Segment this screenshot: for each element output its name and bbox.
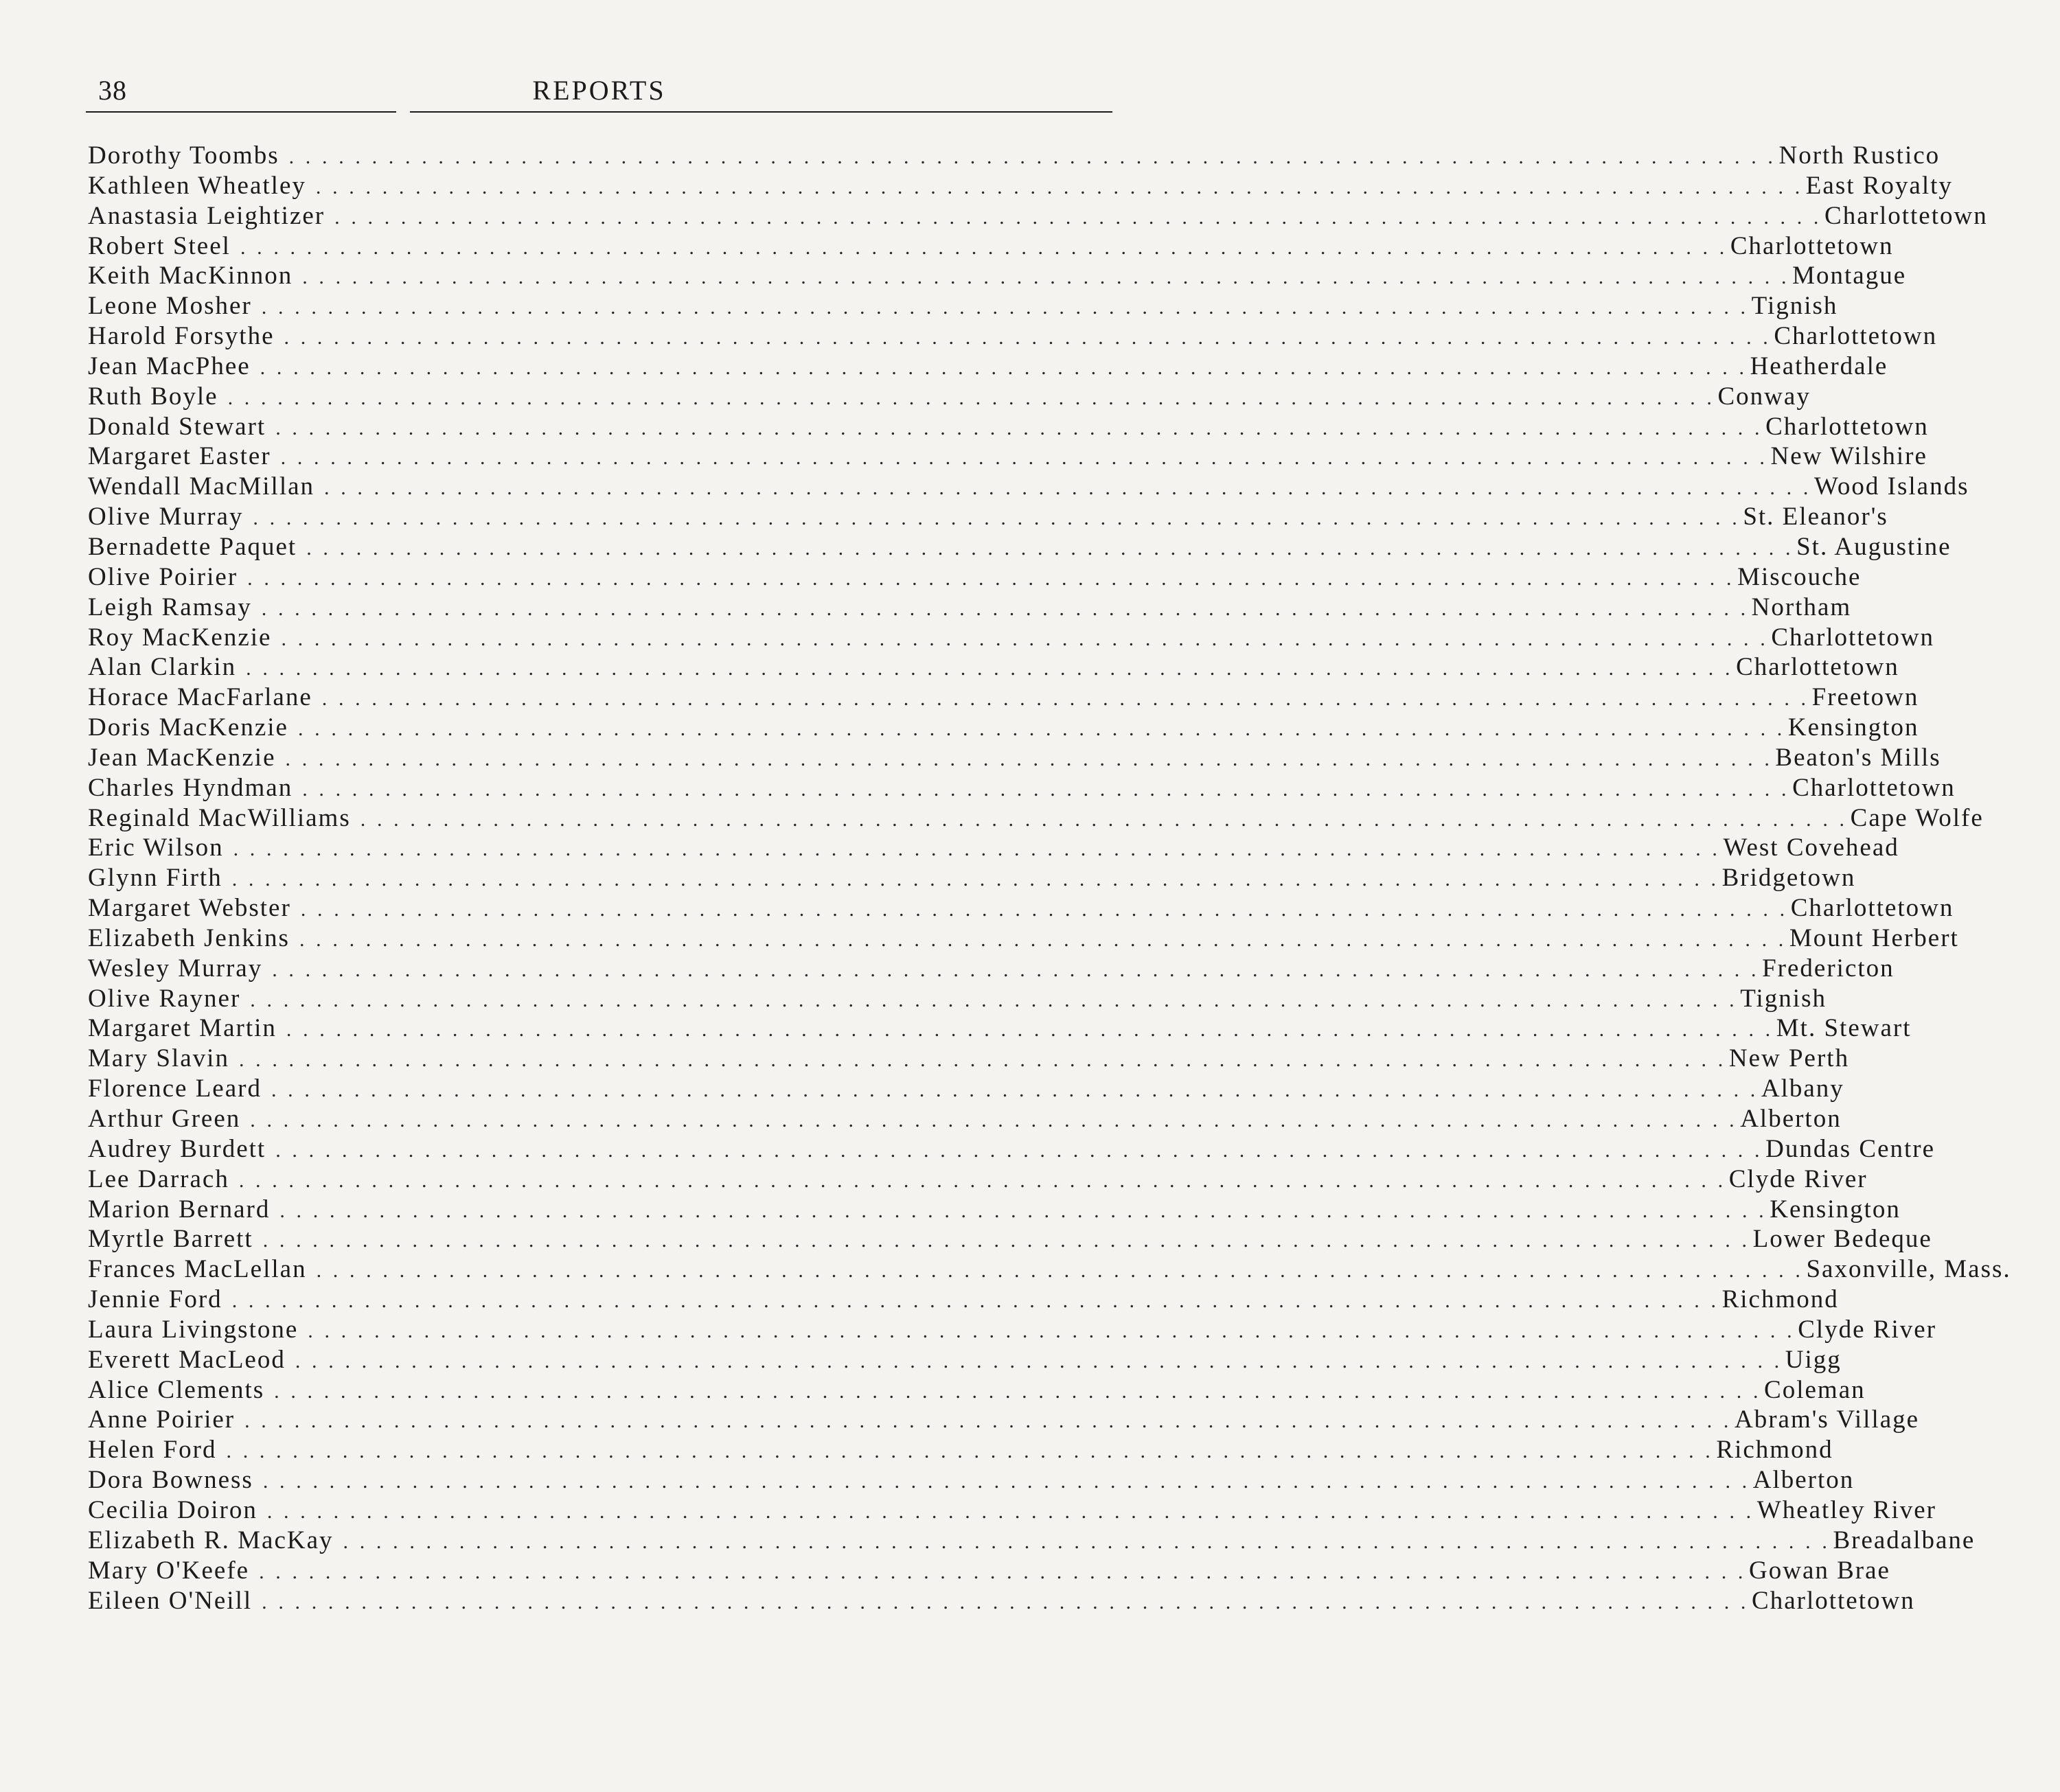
list-item: [88, 1495, 1936, 1526]
dot-leader: . . . . . . . . . . . . . . . . . . . . . . . . . . . . . . . . . . . . . . . . . . . . . . . . . . . . . . . . . . . . . . . . . . . . . . . . . . . . . . . . . . . . . . . . . .: [226, 1440, 1714, 1463]
list-item: [88, 1465, 1855, 1495]
header-rule-left: [86, 111, 396, 113]
place-name: Breadalbane: [1833, 1526, 1976, 1554]
list-item: [88, 1044, 1850, 1074]
list-item: [88, 1435, 1833, 1465]
place-name: Tignish: [1751, 292, 1838, 321]
place-name: Albany: [1761, 1075, 1844, 1103]
list-item: [88, 593, 1852, 623]
list-item: [88, 1375, 1866, 1405]
person-name: Eileen O'Neill: [88, 1586, 253, 1615]
person-name: Jennie Ford: [88, 1285, 222, 1314]
place-name: Tignish: [1740, 984, 1827, 1013]
dot-leader: . . . . . . . . . . . . . . . . . . . . . . . . . . . . . . . . . . . . . . . . . . . . . . . . . . . . . . . . . . . . . . . . . . . . . . . . . . . . . . . . . . . . . . . . . .: [343, 1530, 1831, 1553]
place-name: St. Eleanor's: [1743, 503, 1888, 531]
page-number: 38: [98, 75, 127, 106]
list-item: [88, 1134, 1936, 1164]
list-item: [88, 1224, 1932, 1254]
place-name: Kensington: [1787, 713, 1919, 742]
dot-leader: . . . . . . . . . . . . . . . . . . . . . . . . . . . . . . . . . . . . . . . . . . . . . . . . . . . . . . . . . . . . . . . . . . . . . . . . . . . . . . . . . . . . . . . . . .: [316, 1259, 1804, 1283]
place-name: West Covehead: [1723, 834, 1899, 862]
place-name: Alberton: [1740, 1105, 1842, 1133]
person-name: Audrey Burdett: [88, 1134, 266, 1163]
dot-leader: . . . . . . . . . . . . . . . . . . . . . . . . . . . . . . . . . . . . . . . . . . . . . . . . . . . . . . . . . . . . . . . . . . . . . . . . . . . . . . . . . . . . . . . . . .: [266, 1500, 1754, 1523]
dot-leader: . . . . . . . . . . . . . . . . . . . . . . . . . . . . . . . . . . . . . . . . . . . . . . . . . . . . . . . . . . . . . . . . . . . . . . . . . . . . . . . . . . . . . . . . . .: [306, 536, 1794, 560]
person-name: Lee Darrach: [88, 1164, 229, 1193]
person-name: Laura Livingstone: [88, 1315, 299, 1344]
person-name: Roy MacKenzie: [88, 623, 272, 652]
list-item: [88, 743, 1941, 773]
page-header: [86, 74, 1112, 115]
dot-leader: . . . . . . . . . . . . . . . . . . . . . . . . . . . . . . . . . . . . . . . . . . . . . . . . . . . . . . . . . . . . . . . . . . . . . . . . . . . . . . . . . . . . . . . . . .: [260, 356, 1748, 379]
person-name: Margaret Martin: [88, 1014, 277, 1043]
list-item: [88, 803, 1984, 834]
person-name: Glynn Firth: [88, 864, 222, 893]
place-name: Richmond: [1721, 1285, 1839, 1314]
list-item: [88, 1586, 1915, 1616]
person-name: Olive Poirier: [88, 562, 238, 591]
dot-leader: . . . . . . . . . . . . . . . . . . . . . . . . . . . . . . . . . . . . . . . . . . . . . . . . . . . . . . . . . . . . . . . . . . . . . . . . . . . . . . . . . . . . . . . . . .: [238, 1169, 1726, 1192]
list-item: [88, 1345, 1842, 1375]
dot-leader: . . . . . . . . . . . . . . . . . . . . . . . . . . . . . . . . . . . . . . . . . . . . . . . . . . . . . . . . . . . . . . . . . . . . . . . . . . . . . . . . . . . . . . . . . .: [262, 1229, 1750, 1252]
person-name: Helen Ford: [88, 1436, 217, 1464]
person-name: Elizabeth Jenkins: [88, 923, 290, 952]
place-name: Beaton's Mills: [1775, 743, 1941, 772]
person-name: Wesley Murray: [88, 954, 263, 983]
place-name: Clyde River: [1798, 1315, 1937, 1344]
place-name: Charlottetown: [1792, 773, 1956, 802]
list-item: [88, 1164, 1868, 1195]
dot-leader: . . . . . . . . . . . . . . . . . . . . . . . . . . . . . . . . . . . . . . . . . . . . . . . . . . . . . . . . . . . . . . . . . . . . . . . . . . . . . . . . . . . . . . . . . .: [295, 1349, 1783, 1372]
place-name: Charlottetown: [1752, 1586, 1915, 1615]
dot-leader: . . . . . . . . . . . . . . . . . . . . . . . . . . . . . . . . . . . . . . . . . . . . . . . . . . . . . . . . . . . . . . . . . . . . . . . . . . . . . . . . . . . . . . . . . .: [233, 838, 1721, 861]
person-name: Charles Hyndman: [88, 773, 293, 802]
dot-leader: . . . . . . . . . . . . . . . . . . . . . . . . . . . . . . . . . . . . . . . . . . . . . . . . . . . . . . . . . . . . . . . . . . . . . . . . . . . . . . . . . . . . . . . . . .: [247, 566, 1735, 590]
list-item: [88, 623, 1935, 653]
dot-leader: . . . . . . . . . . . . . . . . . . . . . . . . . . . . . . . . . . . . . . . . . . . . . . . . . . . . . . . . . . . . . . . . . . . . . . . . . . . . . . . . . . . . . . . . . .: [279, 1199, 1767, 1222]
list-item: [88, 412, 1929, 442]
person-name: Horace MacFarlane: [88, 683, 312, 712]
person-name: Anastasia Leightizer: [88, 201, 325, 230]
place-name: Lower Bedeque: [1752, 1225, 1932, 1254]
dot-leader: . . . . . . . . . . . . . . . . . . . . . . . . . . . . . . . . . . . . . . . . . . . . . . . . . . . . . . . . . . . . . . . . . . . . . . . . . . . . . . . . . . . . . . . . . .: [280, 446, 1768, 470]
dot-leader: . . . . . . . . . . . . . . . . . . . . . . . . . . . . . . . . . . . . . . . . . . . . . . . . . . . . . . . . . . . . . . . . . . . . . . . . . . . . . . . . . . . . . . . . . .: [302, 777, 1790, 801]
person-name: Florence Leard: [88, 1075, 262, 1103]
list-item: [88, 954, 1895, 984]
person-name: Frances MacLellan: [88, 1255, 307, 1284]
place-name: Wood Islands: [1813, 472, 1969, 501]
list-item: [88, 352, 1888, 382]
list-item: [88, 261, 1907, 291]
place-name: Richmond: [1716, 1436, 1833, 1464]
person-name: Wendall MacMillan: [88, 472, 315, 501]
list-item: [88, 1285, 1839, 1315]
dot-leader: . . . . . . . . . . . . . . . . . . . . . . . . . . . . . . . . . . . . . . . . . . . . . . . . . . . . . . . . . . . . . . . . . . . . . . . . . . . . . . . . . . . . . . . . . .: [281, 627, 1769, 650]
person-name: Cecilia Doiron: [88, 1495, 258, 1524]
list-item: [88, 1254, 2011, 1285]
person-name: Dorothy Toombs: [88, 141, 279, 170]
place-name: Charlottetown: [1765, 412, 1929, 441]
place-name: Miscouche: [1737, 562, 1862, 591]
person-name: Arthur Green: [88, 1105, 241, 1133]
person-name: Ruth Boyle: [88, 382, 218, 411]
dot-leader: . . . . . . . . . . . . . . . . . . . . . . . . . . . . . . . . . . . . . . . . . . . . . . . . . . . . . . . . . . . . . . . . . . . . . . . . . . . . . . . . . . . . . . . . . .: [284, 326, 1772, 349]
place-name: Saxonville, Mass.: [1806, 1255, 2011, 1284]
dot-leader: . . . . . . . . . . . . . . . . . . . . . . . . . . . . . . . . . . . . . . . . . . . . . . . . . . . . . . . . . . . . . . . . . . . . . . . . . . . . . . . . . . . . . . . . . .: [271, 1079, 1759, 1102]
place-name: Charlottetown: [1730, 231, 1894, 260]
place-name: Gowan Brae: [1749, 1556, 1890, 1585]
list-item: [88, 713, 1919, 743]
dot-leader: . . . . . . . . . . . . . . . . . . . . . . . . . . . . . . . . . . . . . . . . . . . . . . . . . . . . . . . . . . . . . . . . . . . . . . . . . . . . . . . . . . . . . . . . . .: [297, 717, 1785, 741]
list-item: [88, 231, 1894, 262]
dot-leader: . . . . . . . . . . . . . . . . . . . . . . . . . . . . . . . . . . . . . . . . . . . . . . . . . . . . . . . . . . . . . . . . . . . . . . . . . . . . . . . . . . . . . . . . . .: [299, 928, 1787, 951]
person-name: Robert Steel: [88, 231, 231, 260]
person-name: Everett MacLeod: [88, 1345, 286, 1374]
list-item: [88, 321, 1938, 352]
dot-leader: . . . . . . . . . . . . . . . . . . . . . . . . . . . . . . . . . . . . . . . . . . . . . . . . . . . . . . . . . . . . . . . . . . . . . . . . . . . . . . . . . . . . . . . . . .: [253, 507, 1741, 530]
dot-leader: . . . . . . . . . . . . . . . . . . . . . . . . . . . . . . . . . . . . . . . . . . . . . . . . . . . . . . . . . . . . . . . . . . . . . . . . . . . . . . . . . . . . . . . . . .: [272, 958, 1760, 981]
dot-leader: . . . . . . . . . . . . . . . . . . . . . . . . . . . . . . . . . . . . . . . . . . . . . . . . . . . . . . . . . . . . . . . . . . . . . . . . . . . . . . . . . . . . . . . . . .: [262, 1470, 1750, 1493]
place-name: Charlottetown: [1824, 201, 1988, 230]
person-name: Keith MacKinnon: [88, 262, 293, 290]
place-name: East Royalty: [1805, 171, 1953, 200]
list-item: [88, 773, 1956, 803]
list-item: [88, 893, 1954, 923]
dot-leader: . . . . . . . . . . . . . . . . . . . . . . . . . . . . . . . . . . . . . . . . . . . . . . . . . . . . . . . . . . . . . . . . . . . . . . . . . . . . . . . . . . . . . . . . . .: [360, 807, 1848, 831]
dot-leader: . . . . . . . . . . . . . . . . . . . . . . . . . . . . . . . . . . . . . . . . . . . . . . . . . . . . . . . . . . . . . . . . . . . . . . . . . . . . . . . . . . . . . . . . . .: [321, 687, 1809, 711]
place-name: Coleman: [1764, 1375, 1866, 1404]
list-item: [88, 652, 1899, 682]
person-name: Mary O'Keefe: [88, 1556, 250, 1585]
person-name: Olive Rayner: [88, 984, 241, 1013]
list-item: [88, 472, 1969, 502]
list-item: [88, 201, 1988, 231]
person-name: Margaret Webster: [88, 894, 291, 923]
list-item: [88, 291, 1838, 321]
place-name: North Rustico: [1778, 141, 1941, 170]
person-name: Harold Forsythe: [88, 322, 275, 351]
place-name: Cape Wolfe: [1850, 803, 1984, 832]
person-name: Anne Poirier: [88, 1405, 236, 1434]
dot-leader: . . . . . . . . . . . . . . . . . . . . . . . . . . . . . . . . . . . . . . . . . . . . . . . . . . . . . . . . . . . . . . . . . . . . . . . . . . . . . . . . . . . . . . . . . .: [227, 386, 1715, 409]
place-name: New Perth: [1728, 1044, 1850, 1073]
person-name: Donald Stewart: [88, 412, 266, 441]
place-name: New Wilshire: [1770, 442, 1927, 471]
dot-leader: . . . . . . . . . . . . . . . . . . . . . . . . . . . . . . . . . . . . . . . . . . . . . . . . . . . . . . . . . . . . . . . . . . . . . . . . . . . . . . . . . . . . . . . . . .: [261, 296, 1749, 319]
person-name: Marion Bernard: [88, 1195, 271, 1224]
person-name: Elizabeth R. MacKay: [88, 1526, 334, 1554]
person-name: Myrtle Barrett: [88, 1225, 253, 1254]
list-item: [88, 502, 1888, 532]
dot-leader: . . . . . . . . . . . . . . . . . . . . . . . . . . . . . . . . . . . . . . . . . . . . . . . . . . . . . . . . . . . . . . . . . . . . . . . . . . . . . . . . . . . . . . . . . .: [308, 1319, 1796, 1342]
person-name: Jean MacKenzie: [88, 743, 276, 772]
list-item: [88, 382, 1811, 412]
dot-leader: . . . . . . . . . . . . . . . . . . . . . . . . . . . . . . . . . . . . . . . . . . . . . . . . . . . . . . . . . . . . . . . . . . . . . . . . . . . . . . . . . . . . . . . . . .: [246, 657, 1734, 680]
person-name: Bernadette Paquet: [88, 532, 297, 561]
dot-leader: . . . . . . . . . . . . . . . . . . . . . . . . . . . . . . . . . . . . . . . . . . . . . . . . . . . . . . . . . . . . . . . . . . . . . . . . . . . . . . . . . . . . . . . . . .: [262, 1590, 1750, 1613]
place-name: Uigg: [1785, 1345, 1842, 1374]
list-item: [88, 562, 1862, 593]
list-item: [88, 1405, 1920, 1435]
dot-leader: . . . . . . . . . . . . . . . . . . . . . . . . . . . . . . . . . . . . . . . . . . . . . . . . . . . . . . . . . . . . . . . . . . . . . . . . . . . . . . . . . . . . . . . . . .: [238, 1048, 1726, 1072]
dot-leader: . . . . . . . . . . . . . . . . . . . . . . . . . . . . . . . . . . . . . . . . . . . . . . . . . . . . . . . . . . . . . . . . . . . . . . . . . . . . . . . . . . . . . . . . . .: [274, 1379, 1762, 1403]
list-item: [88, 984, 1827, 1014]
list-item: [88, 1556, 1890, 1586]
list-item: [88, 1315, 1937, 1345]
person-name: Alan Clarkin: [88, 653, 237, 682]
list-item: [88, 141, 1941, 171]
dot-leader: . . . . . . . . . . . . . . . . . . . . . . . . . . . . . . . . . . . . . . . . . . . . . . . . . . . . . . . . . . . . . . . . . . . . . . . . . . . . . . . . . . . . . . . . . .: [275, 1138, 1763, 1162]
dot-leader: . . . . . . . . . . . . . . . . . . . . . . . . . . . . . . . . . . . . . . . . . . . . . . . . . . . . . . . . . . . . . . . . . . . . . . . . . . . . . . . . . . . . . . . . . .: [231, 868, 1719, 891]
list-item: [88, 923, 1959, 954]
place-name: Bridgetown: [1721, 864, 1856, 893]
place-name: Conway: [1717, 382, 1811, 411]
person-name: Doris MacKenzie: [88, 713, 288, 742]
list-item: [88, 441, 1927, 472]
person-name: Eric Wilson: [88, 834, 224, 862]
person-name: Leone Mosher: [88, 292, 252, 321]
place-name: Clyde River: [1728, 1164, 1868, 1193]
list-item: [88, 1074, 1844, 1104]
place-name: Mount Herbert: [1789, 923, 1959, 952]
place-name: Heatherdale: [1750, 352, 1888, 380]
person-name: Jean MacPhee: [88, 352, 251, 380]
dot-leader: . . . . . . . . . . . . . . . . . . . . . . . . . . . . . . . . . . . . . . . . . . . . . . . . . . . . . . . . . . . . . . . . . . . . . . . . . . . . . . . . . . . . . . . . . .: [302, 266, 1790, 289]
person-name: Kathleen Wheatley: [88, 171, 306, 200]
list-item: [88, 1013, 1912, 1044]
place-name: Freetown: [1811, 683, 1919, 712]
person-name: Leigh Ramsay: [88, 593, 252, 621]
dot-leader: . . . . . . . . . . . . . . . . . . . . . . . . . . . . . . . . . . . . . . . . . . . . . . . . . . . . . . . . . . . . . . . . . . . . . . . . . . . . . . . . . . . . . . . . . .: [300, 898, 1788, 921]
place-name: Abram's Village: [1735, 1405, 1920, 1434]
dot-leader: . . . . . . . . . . . . . . . . . . . . . . . . . . . . . . . . . . . . . . . . . . . . . . . . . . . . . . . . . . . . . . . . . . . . . . . . . . . . . . . . . . . . . . . . . .: [324, 476, 1811, 500]
place-name: Charlottetown: [1771, 623, 1935, 652]
place-name: Charlottetown: [1774, 322, 1938, 351]
place-name: Montague: [1792, 262, 1907, 290]
place-name: Northam: [1751, 593, 1852, 621]
list-item: [88, 833, 1899, 863]
person-name: Margaret Easter: [88, 442, 271, 471]
person-name: Mary Slavin: [88, 1044, 229, 1073]
list-item: [88, 1526, 1976, 1556]
dot-leader: . . . . . . . . . . . . . . . . . . . . . . . . . . . . . . . . . . . . . . . . . . . . . . . . . . . . . . . . . . . . . . . . . . . . . . . . . . . . . . . . . . . . . . . . . .: [286, 1018, 1774, 1042]
person-name: Alice Clements: [88, 1375, 265, 1404]
place-name: Mt. Stewart: [1776, 1014, 1912, 1043]
dot-leader: . . . . . . . . . . . . . . . . . . . . . . . . . . . . . . . . . . . . . . . . . . . . . . . . . . . . . . . . . . . . . . . . . . . . . . . . . . . . . . . . . . . . . . . . . .: [244, 1410, 1732, 1433]
list-item: [88, 682, 1919, 713]
list-item: [88, 1104, 1842, 1134]
dot-leader: . . . . . . . . . . . . . . . . . . . . . . . . . . . . . . . . . . . . . . . . . . . . . . . . . . . . . . . . . . . . . . . . . . . . . . . . . . . . . . . . . . . . . . . . . .: [285, 747, 1773, 770]
dot-leader: . . . . . . . . . . . . . . . . . . . . . . . . . . . . . . . . . . . . . . . . . . . . . . . . . . . . . . . . . . . . . . . . . . . . . . . . . . . . . . . . . . . . . . . . . .: [275, 416, 1763, 439]
list-item: [88, 532, 1952, 562]
list-item: [88, 863, 1856, 893]
dot-leader: . . . . . . . . . . . . . . . . . . . . . . . . . . . . . . . . . . . . . . . . . . . . . . . . . . . . . . . . . . . . . . . . . . . . . . . . . . . . . . . . . . . . . . . . . .: [250, 1109, 1738, 1132]
place-name: Fredericton: [1762, 954, 1895, 983]
place-name: Wheatley River: [1756, 1495, 1936, 1524]
dot-leader: . . . . . . . . . . . . . . . . . . . . . . . . . . . . . . . . . . . . . . . . . . . . . . . . . . . . . . . . . . . . . . . . . . . . . . . . . . . . . . . . . . . . . . . . . .: [250, 988, 1738, 1011]
person-name: Dora Bowness: [88, 1466, 253, 1495]
dot-leader: . . . . . . . . . . . . . . . . . . . . . . . . . . . . . . . . . . . . . . . . . . . . . . . . . . . . . . . . . . . . . . . . . . . . . . . . . . . . . . . . . . . . . . . . . .: [259, 1560, 1746, 1583]
list-item: [88, 1195, 1901, 1225]
dot-leader: . . . . . . . . . . . . . . . . . . . . . . . . . . . . . . . . . . . . . . . . . . . . . . . . . . . . . . . . . . . . . . . . . . . . . . . . . . . . . . . . . . . . . . . . . .: [334, 205, 1822, 229]
dot-leader: . . . . . . . . . . . . . . . . . . . . . . . . . . . . . . . . . . . . . . . . . . . . . . . . . . . . . . . . . . . . . . . . . . . . . . . . . . . . . . . . . . . . . . . . . .: [231, 1289, 1719, 1313]
place-name: Charlottetown: [1790, 894, 1954, 923]
list-item: [88, 171, 1953, 201]
person-name: Reginald MacWilliams: [88, 803, 351, 832]
header-rule-right: [410, 111, 1112, 113]
dot-leader: . . . . . . . . . . . . . . . . . . . . . . . . . . . . . . . . . . . . . . . . . . . . . . . . . . . . . . . . . . . . . . . . . . . . . . . . . . . . . . . . . . . . . . . . . .: [315, 175, 1803, 198]
name-place-list: [88, 141, 2011, 1616]
place-name: Charlottetown: [1736, 653, 1899, 682]
place-name: Dundas Centre: [1765, 1134, 1936, 1163]
place-name: St. Augustine: [1796, 532, 1952, 561]
running-title: REPORTS: [532, 75, 666, 106]
dot-leader: . . . . . . . . . . . . . . . . . . . . . . . . . . . . . . . . . . . . . . . . . . . . . . . . . . . . . . . . . . . . . . . . . . . . . . . . . . . . . . . . . . . . . . . . . .: [288, 146, 1776, 168]
dot-leader: . . . . . . . . . . . . . . . . . . . . . . . . . . . . . . . . . . . . . . . . . . . . . . . . . . . . . . . . . . . . . . . . . . . . . . . . . . . . . . . . . . . . . . . . . .: [261, 597, 1749, 620]
person-name: Olive Murray: [88, 503, 244, 531]
place-name: Alberton: [1752, 1466, 1855, 1495]
place-name: Kensington: [1770, 1195, 1901, 1224]
dot-leader: . . . . . . . . . . . . . . . . . . . . . . . . . . . . . . . . . . . . . . . . . . . . . . . . . . . . . . . . . . . . . . . . . . . . . . . . . . . . . . . . . . . . . . . . . .: [240, 236, 1728, 259]
